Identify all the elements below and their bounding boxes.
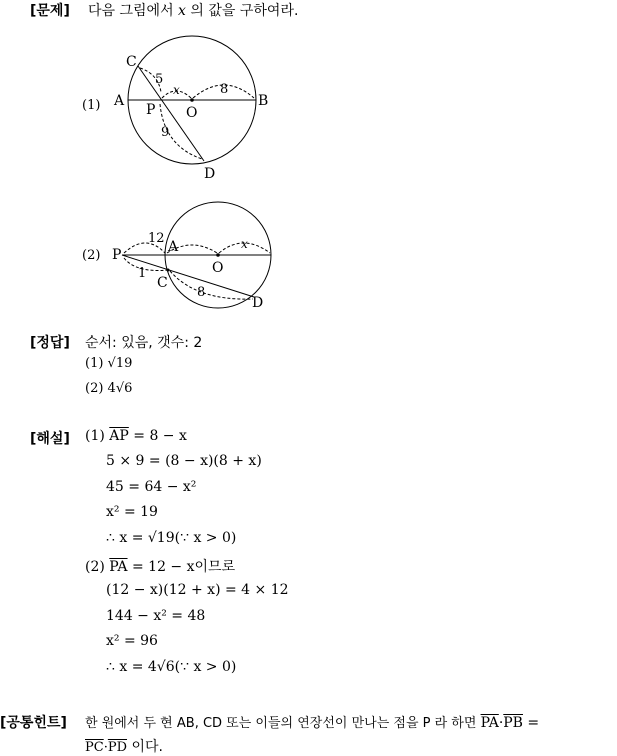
answer-item-1-label: (1) — [85, 356, 108, 371]
answer-item-2-value: 4√6 — [107, 381, 133, 396]
answer-item-2 — [85, 381, 132, 396]
problem-tag: [문제] — [30, 3, 70, 19]
problem-var: x — [178, 3, 186, 19]
figure2-center-dot — [216, 253, 220, 257]
figure1-point-o: O — [186, 105, 198, 121]
solution-part2-step2: 144 − x² = 48 — [106, 608, 206, 624]
figure1-length-5: 5 — [155, 72, 164, 87]
figure1-center-dot — [190, 98, 194, 102]
hint-text: 한 원에서 두 현 AB, CD 또는 이들의 연장선이 만나는 점을 P 라 하면 — [85, 716, 481, 731]
solution-part1-label: (1) — [85, 428, 110, 444]
figure1-label: (1) — [82, 98, 101, 113]
solution-part1-step2: 45 = 64 − x² — [106, 479, 197, 495]
figure1-point-d: D — [204, 166, 216, 182]
figure1-length-9: 9 — [161, 125, 170, 140]
problem-text — [88, 0, 298, 20]
hint-line1 — [85, 712, 539, 731]
hint-line2 — [85, 736, 163, 756]
solution-part1-step3: x² = 19 — [106, 504, 158, 520]
hint-tag: [공통힌트] — [0, 715, 67, 731]
figure1-point-p: P — [146, 102, 156, 118]
hint-dot-2: · — [103, 740, 108, 755]
figure2-length-x: x — [241, 237, 248, 251]
figure2-point-a: A — [168, 239, 179, 255]
problem-text-after: 의 값을 구하여라. — [185, 3, 299, 19]
figure1-diagram — [100, 28, 280, 188]
hint-segment-pb: $\overline{PB}$ — [503, 715, 523, 731]
solution-part2-label: (2) — [85, 559, 110, 575]
hint-dot-1: · — [498, 715, 504, 731]
figure2-point-o: O — [212, 260, 224, 276]
solution-part2-suffix: 이므로 — [194, 559, 236, 575]
solution-part2-step4: ∴ x = 4√6(∵ x > 0) — [106, 659, 237, 675]
hint-segment-pc: $\overline{PC}$ — [85, 740, 104, 755]
answer-item-1 — [85, 356, 132, 371]
figure2-length-8: 8 — [197, 285, 206, 300]
hint-end: 이다. — [127, 739, 163, 755]
solution-part2-step1: (12 − x)(12 + x) = 4 × 12 — [106, 582, 289, 598]
solution-part2-header — [85, 556, 235, 576]
hint-segment-pa: $\overline{PA}$ — [480, 715, 499, 731]
solution-part1-equation: = 8 − x — [128, 428, 187, 444]
answer-order-count: 순서: 있음, 갯수: 2 — [85, 335, 203, 351]
solution-part1-step4: ∴ x = √19(∵ x > 0) — [106, 530, 237, 546]
figure2-point-c-dot — [167, 269, 170, 272]
figure2-length-1: 1 — [138, 266, 147, 281]
solution-part2-equation: = 12 − x — [127, 559, 195, 575]
problem-text-before: 다음 그림에서 — [88, 3, 179, 19]
figure2-length-12: 12 — [148, 231, 165, 246]
answer-item-1-value: √19 — [107, 356, 133, 371]
figure1-length-x: x — [173, 83, 180, 97]
solution-segment-ap: $\overline{AP}$ — [109, 428, 129, 444]
solution-tag: [해설] — [30, 431, 70, 447]
figure1-point-a: A — [114, 93, 125, 109]
figure2-diagram — [108, 195, 283, 315]
figure2-point-d: D — [252, 295, 264, 311]
figure2-label: (2) — [82, 248, 101, 263]
figure1-point-b: B — [258, 93, 269, 109]
answer-item-2-label: (2) — [85, 381, 108, 396]
figure1-length-8: 8 — [220, 82, 229, 97]
hint-segment-pd: $\overline{PD}$ — [107, 740, 128, 755]
solution-part1-header — [85, 428, 187, 444]
solution-segment-pa: $\overline{PA}$ — [109, 559, 128, 575]
figure1-point-c: C — [126, 54, 137, 70]
answer-tag: [정답] — [30, 335, 70, 351]
figure2-point-c: C — [157, 275, 168, 291]
hint-equals: = — [522, 715, 540, 731]
figure2-point-p: P — [112, 247, 122, 263]
solution-part2-step3: x² = 96 — [106, 633, 158, 649]
solution-part1-step1: 5 × 9 = (8 − x)(8 + x) — [106, 453, 262, 469]
